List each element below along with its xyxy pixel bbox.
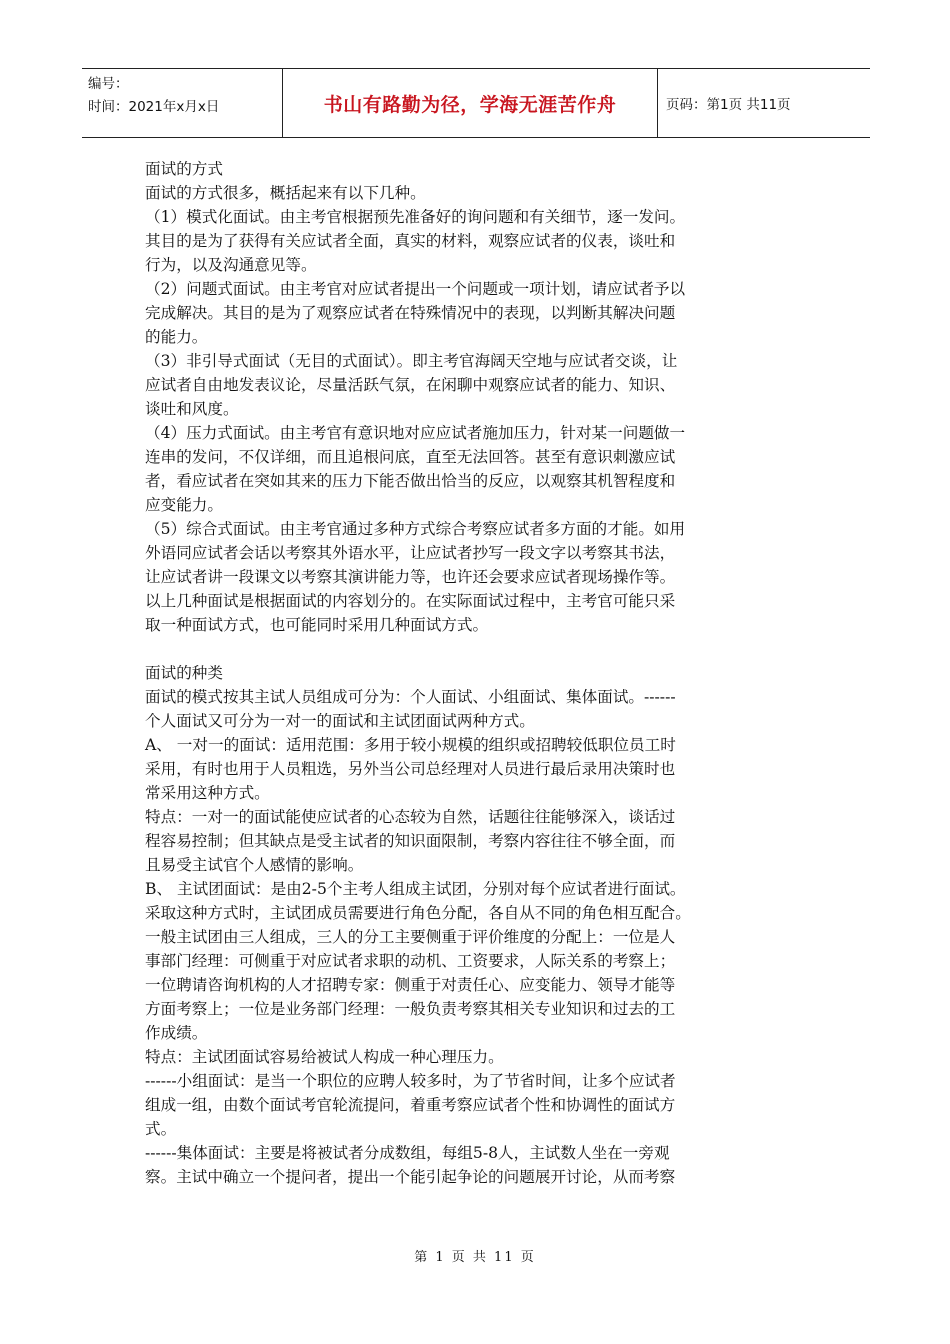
text-line: 个人面试又可分为一对一的面试和主试团面试两种方式。 [145,712,535,730]
text-line: 应试者自由地发表议论，尽量活跃气氛，在闲聊中观察应试者的能力、知识、 [145,376,676,394]
document-body [145,157,815,1189]
text-line: （4）压力式面试。由主考官有意识地对应应试者施加压力，针对某一问题做一 [145,424,686,442]
text-line: 让应试者讲一段课文以考察其演讲能力等，也许还会要求应试者现场操作等。 [145,568,676,586]
header-page-info: 页码：第1页 共11页 [666,97,791,113]
text-line: 特点：主试团面试容易给被试人构成一种心理压力。 [145,1048,504,1066]
text-line: 连串的发问，不仅详细，而且追根问底，直至无法回答。甚至有意识刺激应试 [145,448,676,466]
blank-line [145,637,815,661]
header-motto: 书山有路勤为径，学海无涯苦作舟 [282,69,658,137]
text-line: 应变能力。 [145,496,223,514]
text-line: （3）非引导式面试（无目的式面试）。即主考官海阔天空地与应试者交谈，让 [145,352,678,370]
page-footer: 第 1 页 共 11 页 [414,1250,536,1265]
text-line: 式。 [145,1120,177,1138]
text-line: 其目的是为了获得有关应试者全面，真实的材料，观察应试者的仪表，谈吐和 [145,232,676,250]
text-line: 取一种面试方式，也可能同时采用几种面试方式。 [145,616,489,634]
text-line: 察。主试中确立一个提问者，提出一个能引起争论的问题展开讨论，从而考察 [145,1168,676,1186]
text-line: ------集体面试：主要是将被试者分成数组，每组5-8人，主试数人坐在一旁观 [145,1144,670,1162]
text-line: 作成绩。 [145,1024,208,1042]
text-line: 一位聘请咨询机构的人才招聘专家：侧重于对责任心、应变能力、领导才能等 [145,976,676,994]
text-line: 方面考察上；一位是业务部门经理：一般负责考察其相关专业知识和过去的工 [145,1000,676,1018]
text-line: 的能力。 [145,328,208,346]
text-line: （5）综合式面试。由主考官通过多种方式综合考察应试者多方面的才能。如用 [145,520,686,538]
text-line: 面试的方式很多，概括起来有以下几种。 [145,184,426,202]
text-line: 特点：一对一的面试能使应试者的心态较为自然，话题往往能够深入，谈话过 [145,808,676,826]
text-line: B、 主试团面试：是由2-5个主考人组成主试团，分别对每个应试者进行面试。 [145,880,686,898]
text-line: 程容易控制；但其缺点是受主试者的知识面限制，考察内容往往不够全面，而 [145,832,676,850]
number-label: 编号： [88,76,129,92]
text-line: 一般主试团由三人组成，三人的分工主要侧重于评价维度的分配上：一位是人 [145,928,676,946]
text-line: 且易受主试官个人感情的影响。 [145,856,364,874]
text-line: 完成解决。其目的是为了观察应试者在特殊情况中的表现，以判断其解决问题 [145,304,676,322]
text-line: 谈吐和风度。 [145,400,239,418]
text-line: 面试的模式按其主试人员组成可分为：个人面试、小组面试、集体面试。------ [145,688,676,706]
text-line: 组成一组，由数个面试考官轮流提问，着重考察应试者个性和协调性的面试方 [145,1096,676,1114]
text-line: 采取这种方式时，主试团成员需要进行角色分配，各自从不同的角色相互配合。 [145,904,691,922]
text-line: 常采用这种方式。 [145,784,270,802]
text-line: 面试的方式 [145,160,223,178]
text-line: 以上几种面试是根据面试的内容划分的。在实际面试过程中，主考官可能只采 [145,592,676,610]
text-line: ------小组面试：是当一个职位的应聘人较多时，为了节省时间，让多个应试者 [145,1072,676,1090]
text-line: 面试的种类 [145,664,223,682]
header-meta [82,69,282,137]
text-line: 行为，以及沟通意见等。 [145,256,317,274]
text-line: 外语同应试者会话以考察其外语水平，让应试者抄写一段文字以考察其书法， [145,544,676,562]
page-header [82,68,870,138]
date-label: 时间：2021年x月x日 [88,99,220,115]
text-line: 者，看应试者在突如其来的压力下能否做出恰当的反应，以观察其机智程度和 [145,472,676,490]
text-line: 采用，有时也用于人员粗选，另外当公司总经理对人员进行最后录用决策时也 [145,760,676,778]
text-line: 事部门经理：可侧重于对应试者求职的动机、工资要求，人际关系的考察上； [145,952,676,970]
text-line: A、 一对一的面试：适用范围：多用于较小规模的组织或招聘较低职位员工时 [145,736,676,754]
text-line: （2）问题式面试。由主考官对应试者提出一个问题或一项计划，请应试者予以 [145,280,686,298]
text-line: （1）模式化面试。由主考官根据预先准备好的询问题和有关细节，逐一发问。 [145,208,686,226]
